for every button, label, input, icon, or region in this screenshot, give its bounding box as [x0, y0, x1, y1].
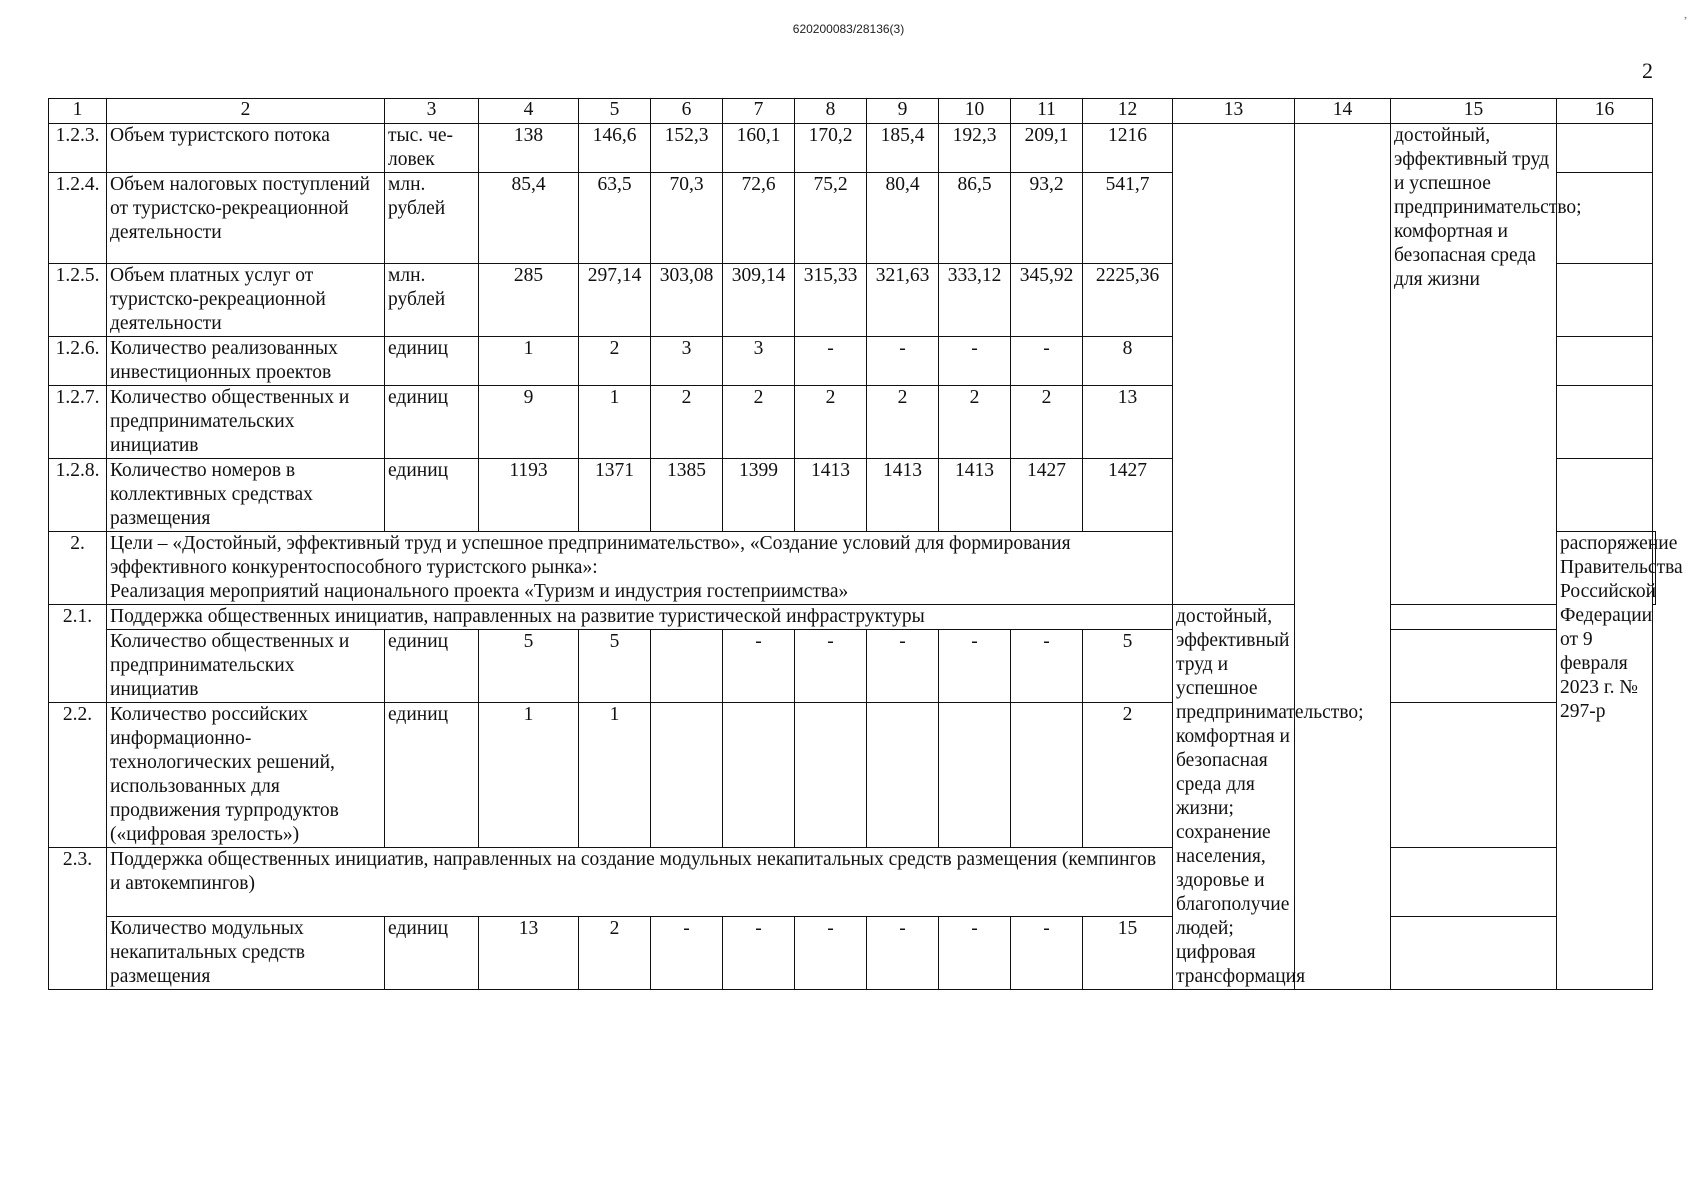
- indicator-name: Объем туристского потока: [107, 124, 385, 173]
- value-cell: 70,3: [651, 173, 723, 264]
- scan-mark: ᾽: [1682, 16, 1689, 32]
- value-cell: 2: [867, 386, 939, 459]
- indicators-table: [48, 98, 1683, 990]
- value-cell: 1427: [1011, 459, 1083, 532]
- value-cell: [651, 703, 723, 848]
- unit-cell: тыс. че-ловек: [385, 124, 479, 173]
- section-title: Поддержка общественных инициатив, направленных на развитие туристической инфраструктуры: [107, 605, 1173, 630]
- value-cell: 2: [579, 917, 651, 990]
- value-cell: -: [867, 337, 939, 386]
- header-cell-2: 2: [107, 99, 385, 124]
- value-cell: [723, 703, 795, 848]
- value-cell: 170,2: [795, 124, 867, 173]
- indicator-name: Количество российских информационно-технологических решений, использованных для продвижения турпродуктов («цифровая зрелость»): [107, 703, 385, 848]
- value-cell: 5: [579, 630, 651, 703]
- value-cell: 146,6: [579, 124, 651, 173]
- indicator-name: Объем платных услуг от туристско-рекреационной деятельности: [107, 264, 385, 337]
- value-cell: 5: [1083, 630, 1173, 703]
- value-cell: -: [867, 917, 939, 990]
- header-cell-15: 15: [1391, 99, 1557, 124]
- header-cell-8: 8: [795, 99, 867, 124]
- value-cell: 209,1: [1011, 124, 1083, 173]
- value-cell: 1385: [651, 459, 723, 532]
- value-cell: 315,33: [795, 264, 867, 337]
- value-cell: [651, 630, 723, 703]
- col16-cell: [1557, 337, 1653, 386]
- row-number: 2.1.: [49, 605, 107, 703]
- value-cell: 9: [479, 386, 579, 459]
- indicator-name: Количество модульных некапитальных средств размещения: [107, 917, 385, 990]
- row-number: 1.2.3.: [49, 124, 107, 173]
- value-cell: 3: [651, 337, 723, 386]
- indicator-name: Количество номеров в коллективных средствах размещения: [107, 459, 385, 532]
- indicator-name: Количество общественных и предпринимательских инициатив: [107, 386, 385, 459]
- value-cell: [795, 703, 867, 848]
- header-cell-6: 6: [651, 99, 723, 124]
- header-row: [49, 99, 1656, 124]
- col16-cell: [1557, 386, 1653, 459]
- header-cell-1: 1: [49, 99, 107, 124]
- row-number: 1.2.5.: [49, 264, 107, 337]
- value-cell: -: [723, 630, 795, 703]
- value-cell: 93,2: [1011, 173, 1083, 264]
- header-cell-4: 4: [479, 99, 579, 124]
- value-cell: 345,92: [1011, 264, 1083, 337]
- row-number: 2.2.: [49, 703, 107, 848]
- unit-cell: единиц: [385, 386, 479, 459]
- col16-cell: [1391, 605, 1557, 630]
- value-cell: 86,5: [939, 173, 1011, 264]
- value-cell: -: [795, 630, 867, 703]
- value-cell: 13: [479, 917, 579, 990]
- value-cell: [1011, 703, 1083, 848]
- value-cell: 321,63: [867, 264, 939, 337]
- value-cell: 185,4: [867, 124, 939, 173]
- value-cell: 2: [1011, 386, 1083, 459]
- value-cell: 1413: [795, 459, 867, 532]
- row-number: 2.3.: [49, 848, 107, 990]
- value-cell: -: [1011, 630, 1083, 703]
- unit-cell: единиц: [385, 630, 479, 703]
- value-cell: 1: [579, 703, 651, 848]
- col16-cell: [1391, 917, 1557, 990]
- value-cell: -: [651, 917, 723, 990]
- value-cell: [939, 703, 1011, 848]
- col16-cell: [1391, 630, 1557, 703]
- value-cell: 1371: [579, 459, 651, 532]
- indicator-name: Количество реализованных инвестиционных проектов: [107, 337, 385, 386]
- value-cell: 15: [1083, 917, 1173, 990]
- value-cell: 2: [1083, 703, 1173, 848]
- col14-cell: [1295, 124, 1391, 990]
- col15-goals-bottom: достойный, эффективный труд и успешное предпринимательство; комфортная и безопасная среда для жизни; сохранение населения, здоровье и благополучие людей; цифровая трансформация: [1173, 605, 1295, 990]
- indicator-name: Объем налоговых поступлений от туристско-рекреационной деятельности: [107, 173, 385, 264]
- header-cell-7: 7: [723, 99, 795, 124]
- page-number: 2: [1642, 58, 1653, 83]
- section-row: [49, 848, 1656, 917]
- value-cell: -: [795, 337, 867, 386]
- value-cell: 2: [939, 386, 1011, 459]
- goal-title: Цели – «Достойный, эффективный труд и успешное предпринимательство», «Создание условий для формирования эффективного конкурентоспособного туристского рынка»:: [110, 533, 1071, 578]
- unit-cell: единиц: [385, 459, 479, 532]
- table-row: [49, 703, 1656, 848]
- value-cell: -: [939, 630, 1011, 703]
- unit-cell: единиц: [385, 917, 479, 990]
- col15-goals-top: достойный, эффективный труд и успешное предпринимательство; комфортная и безопасная среда для жизни: [1391, 124, 1557, 605]
- value-cell: 2: [795, 386, 867, 459]
- section-title: Поддержка общественных инициатив, направленных на создание модульных некапитальных средств размещения (кемпингов и автокемпингов): [107, 848, 1173, 917]
- value-cell: 1413: [867, 459, 939, 532]
- col16-cell: [1557, 124, 1653, 173]
- row-number: 1.2.7.: [49, 386, 107, 459]
- value-cell: 13: [1083, 386, 1173, 459]
- value-cell: 297,14: [579, 264, 651, 337]
- header-cell-13: 13: [1173, 99, 1295, 124]
- value-cell: -: [723, 917, 795, 990]
- value-cell: 303,08: [651, 264, 723, 337]
- value-cell: 1216: [1083, 124, 1173, 173]
- value-cell: 152,3: [651, 124, 723, 173]
- row-number: 2.: [49, 532, 107, 605]
- header-cell-11: 11: [1011, 99, 1083, 124]
- unit-cell: млн. рублей: [385, 264, 479, 337]
- value-cell: -: [939, 917, 1011, 990]
- value-cell: 1427: [1083, 459, 1173, 532]
- col16-cell: [1557, 459, 1653, 532]
- value-cell: 192,3: [939, 124, 1011, 173]
- document-id: 620200083/28136(3): [792, 22, 905, 36]
- value-cell: 138: [479, 124, 579, 173]
- row-number: 1.2.6.: [49, 337, 107, 386]
- value-cell: 8: [1083, 337, 1173, 386]
- value-cell: 160,1: [723, 124, 795, 173]
- col16-cell: [1557, 264, 1653, 337]
- header-cell-3: 3: [385, 99, 479, 124]
- value-cell: 85,4: [479, 173, 579, 264]
- value-cell: 285: [479, 264, 579, 337]
- table-row: [49, 917, 1656, 990]
- section-row: [49, 605, 1656, 630]
- value-cell: [867, 703, 939, 848]
- header-cell-16: 16: [1557, 99, 1653, 124]
- value-cell: 2225,36: [1083, 264, 1173, 337]
- unit-cell: единиц: [385, 703, 479, 848]
- goal-subtitle: Реализация мероприятий национального проекта «Туризм и индустрия гостеприимства»: [110, 581, 849, 602]
- value-cell: 1399: [723, 459, 795, 532]
- unit-cell: единиц: [385, 337, 479, 386]
- table-row: [49, 630, 1656, 703]
- value-cell: 75,2: [795, 173, 867, 264]
- col13-decree: распоряжение Правительства Российской Федерации от 9 февраля 2023 г. № 297-р: [1557, 532, 1653, 990]
- value-cell: 2: [651, 386, 723, 459]
- value-cell: 2: [723, 386, 795, 459]
- col13-cell: [1173, 124, 1295, 605]
- row-number: 1.2.8.: [49, 459, 107, 532]
- row-number: 1.2.4.: [49, 173, 107, 264]
- col16-cell: [1391, 848, 1557, 917]
- value-cell: 63,5: [579, 173, 651, 264]
- header-cell-9: 9: [867, 99, 939, 124]
- table-row: [49, 124, 1656, 173]
- value-cell: -: [795, 917, 867, 990]
- value-cell: 1193: [479, 459, 579, 532]
- col16-cell: [1391, 703, 1557, 848]
- indicator-name: Количество общественных и предпринимательских инициатив: [107, 630, 385, 703]
- value-cell: 333,12: [939, 264, 1011, 337]
- goal-text: [107, 532, 1173, 605]
- header-cell-10: 10: [939, 99, 1011, 124]
- header-cell-12: 12: [1083, 99, 1173, 124]
- value-cell: -: [867, 630, 939, 703]
- value-cell: -: [1011, 917, 1083, 990]
- value-cell: -: [1011, 337, 1083, 386]
- value-cell: 3: [723, 337, 795, 386]
- value-cell: 5: [479, 630, 579, 703]
- value-cell: 1413: [939, 459, 1011, 532]
- header-cell-5: 5: [579, 99, 651, 124]
- value-cell: 1: [479, 337, 579, 386]
- value-cell: 1: [479, 703, 579, 848]
- value-cell: 72,6: [723, 173, 795, 264]
- col16-cell: [1557, 173, 1653, 264]
- value-cell: -: [939, 337, 1011, 386]
- value-cell: 541,7: [1083, 173, 1173, 264]
- header-cell-14: 14: [1295, 99, 1391, 124]
- value-cell: 2: [579, 337, 651, 386]
- value-cell: 1: [579, 386, 651, 459]
- unit-cell: млн. рублей: [385, 173, 479, 264]
- value-cell: 309,14: [723, 264, 795, 337]
- value-cell: 80,4: [867, 173, 939, 264]
